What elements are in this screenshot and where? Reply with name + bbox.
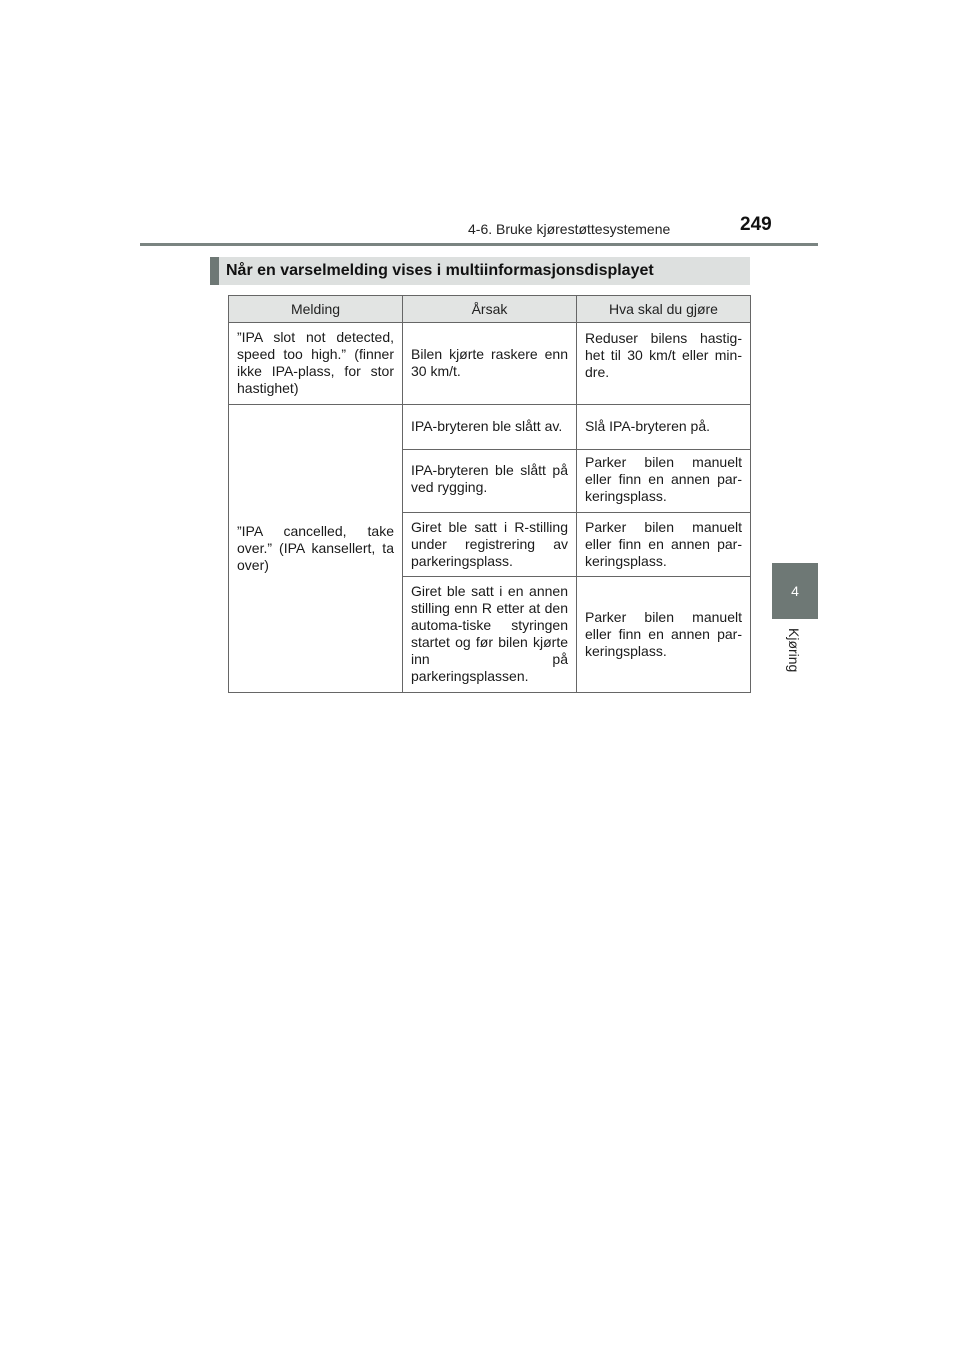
table-row <box>229 405 751 450</box>
action-cell: Reduser bilens hastig-het til 30 km/t eller min-dre. <box>577 323 751 405</box>
header-rule <box>140 243 818 246</box>
table-header-row <box>229 296 751 323</box>
message-cell: ”IPA slot not detected, speed too high.” (finner ikke IPA-plass, for stor hastighet) <box>229 323 403 405</box>
cause-cell: Bilen kjørte raskere enn 30 km/t. <box>403 323 577 405</box>
action-cell: Parker bilen manuelt eller finn en annen par-keringsplass. <box>577 513 751 577</box>
action-cell: Slå IPA-bryteren på. <box>577 405 751 450</box>
chapter-label: Kjøring <box>786 628 802 673</box>
cause-cell: Giret ble satt i en annen stilling enn R etter at den automa-tiske styringen startet og før bilen kjørte inn på parkeringsplassen. <box>403 577 577 693</box>
action-cell: Parker bilen manuelt eller finn en annen par-keringsplass. <box>577 577 751 693</box>
column-header-message: Melding <box>229 296 403 323</box>
cause-cell: IPA-bryteren ble slått på ved rygging. <box>403 450 577 513</box>
message-cell: ”IPA cancelled, take over.” (IPA kansellert, ta over) <box>229 405 403 693</box>
action-cell: Parker bilen manuelt eller finn en annen par-keringsplass. <box>577 450 751 513</box>
column-header-action: Hva skal du gjøre <box>577 296 751 323</box>
table-row <box>229 323 751 405</box>
column-header-cause: Årsak <box>403 296 577 323</box>
warning-message-table <box>228 295 751 693</box>
cause-cell: Giret ble satt i R-stilling under registrering av parkeringsplass. <box>403 513 577 577</box>
chapter-tab <box>772 563 818 619</box>
section-title: 4-6. Bruke kjørestøttesystemene <box>468 221 671 237</box>
section-heading: Når en varselmelding vises i multiinformasjonsdisplayet <box>210 257 750 285</box>
page-number: 249 <box>740 214 772 235</box>
chapter-number: 4 <box>791 583 799 599</box>
cause-cell: IPA-bryteren ble slått av. <box>403 405 577 450</box>
